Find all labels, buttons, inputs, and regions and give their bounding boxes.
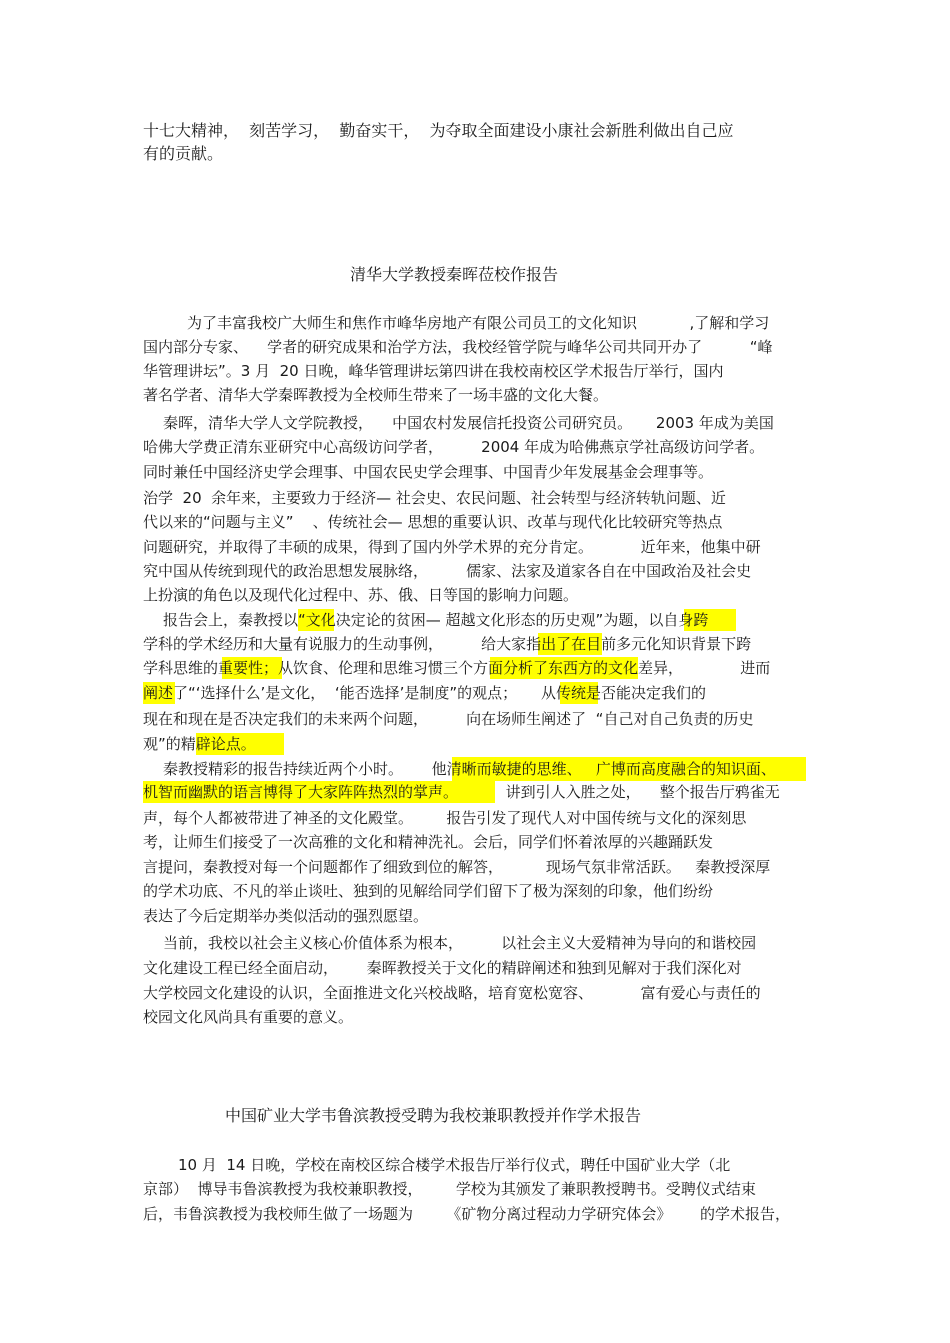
text-line: 学科思维的重要性；从饮食、伦理和思维习惯三个方面分析了东西方的文化差异， 进而	[143, 659, 771, 677]
text-line: 国内部分专家、 学者的研究成果和治学方法，我校经管学院与峰华公司共同开办了 “峰	[143, 338, 773, 356]
text-line: 文化建设工程已经全面启动， 秦晖教授关于文化的精辟阐述和独到见解对于我们深化对	[143, 959, 742, 977]
text-line: 观”的精辟论点。	[143, 735, 256, 753]
text-line: 十七大精神， 刻苦学习， 勤奋实干， 为夺取全面建设小康社会新胜利做出自己应	[143, 121, 734, 140]
text-line: 报告会上，秦教授以“文化决定论的贫困— 超越文化形态的历史观”为题，以自身跨	[163, 611, 709, 629]
text-line: 当前，我校以社会主义核心价值体系为根本， 以社会主义大爱精神为导向的和谐校园	[163, 934, 757, 952]
text-line: 同时兼任中国经济史学会理事、中国农民史学会理事、中国青少年发展基金会理事等。	[143, 463, 714, 481]
text-line: 著名学者、清华大学秦晖教授为全校师生带来了一场丰盛的文化大餐。	[143, 386, 609, 404]
text-line: 学科的学术经历和大量有说服力的生动事例， 给大家指出了在目前多元化知识背景下跨	[143, 635, 752, 653]
text-line: 治学 20 余年来，主要致力于经济— 社会史、农民问题、社会转型与经济转轨问题、近	[143, 489, 726, 507]
text-line: 后，韦鲁滨教授为我校师生做了一场题为 《矿物分离过程动力学研究体会》 的学术报告，	[143, 1205, 790, 1223]
text-line: 有的贡献。	[143, 144, 224, 163]
text-line: 的学术功底、不凡的举止谈吐、独到的见解给同学们留下了极为深刻的印象，他们纷纷	[143, 882, 714, 900]
text-line: 究中国从传统到现代的政治思想发展脉络， 儒家、法家及道家各自在中国政治及社会史	[143, 562, 752, 580]
text-line: 上扮演的角色以及现代化过程中、苏、俄、日等国的影响力问题。	[143, 586, 579, 604]
text-line: 华管理讲坛”。3 月 20 日晚，峰华管理讲坛第四讲在我校南校区学术报告厅举行，国内	[143, 362, 724, 380]
text-line: 阐述了“‘选择什么’是文化， ‘能否选择’是制度”的观点； 从传统是否能决定我们的	[143, 684, 706, 702]
text-line: 考，让师生们接受了一次高雅的文化和精神洗礼。会后，同学们怀着浓厚的兴趣踊跃发	[143, 833, 714, 851]
text-line: 机智而幽默的语言博得了大家阵阵热烈的掌声。 讲到引人入胜之处， 整个报告厅鸦雀无	[143, 783, 780, 801]
article-title: 清华大学教授秦晖莅校作报告	[350, 265, 559, 284]
text-line: 10 月 14 日晚，学校在南校区综合楼学术报告厅举行仪式，聘任中国矿业大学（北	[178, 1156, 731, 1174]
text-line: 言提问，秦教授对每一个问题都作了细致到位的解答， 现场气氛非常活跃。 秦教授深厚	[143, 858, 771, 876]
text-line: 大学校园文化建设的认识，全面推进文化兴校战略，培育宽松宽容、 富有爱心与责任的	[143, 984, 761, 1002]
text-line: 为了丰富我校广大师生和焦作市峰华房地产有限公司员工的文化知识 ,了解和学习	[187, 314, 770, 332]
article-title: 中国矿业大学韦鲁滨教授受聘为我校兼职教授并作学术报告	[225, 1106, 642, 1125]
text-line: 现在和现在是否决定我们的未来两个问题， 向在场师生阐述了 “自己对自己负责的历史	[143, 710, 754, 728]
text-line: 声，每个人都被带进了神圣的文化殿堂。 报告引发了现代人对中国传统与文化的深刻思	[143, 809, 747, 827]
text-line: 问题研究，并取得了丰硕的成果，得到了国内外学术界的充分肯定。 近年来，他集中研	[143, 538, 761, 556]
text-line: 表达了今后定期举办类似活动的强烈愿望。	[143, 907, 429, 925]
text-line: 校园文化风尚具有重要的意义。	[143, 1008, 354, 1026]
text-line: 秦晖，清华大学人文学院教授， 中国农村发展信托投资公司研究员。 2003 年成为美国	[163, 414, 774, 432]
text-line: 京部） 博导韦鲁滨教授为我校兼职教授， 学校为其颁发了兼职教授聘书。受聘仪式结束	[143, 1180, 756, 1198]
text-line: 代以来的“问题与主义” 、传统社会— 思想的重要认识、改革与现代化比较研究等热点	[143, 513, 723, 531]
text-line: 秦教授精彩的报告持续近两个小时。 他清晰而敏捷的思维、 广博而高度融合的知识面、	[163, 760, 776, 778]
text-line: 哈佛大学费正清东亚研究中心高级访问学者， 2004 年成为哈佛燕京学社高级访问学者。	[143, 438, 765, 456]
